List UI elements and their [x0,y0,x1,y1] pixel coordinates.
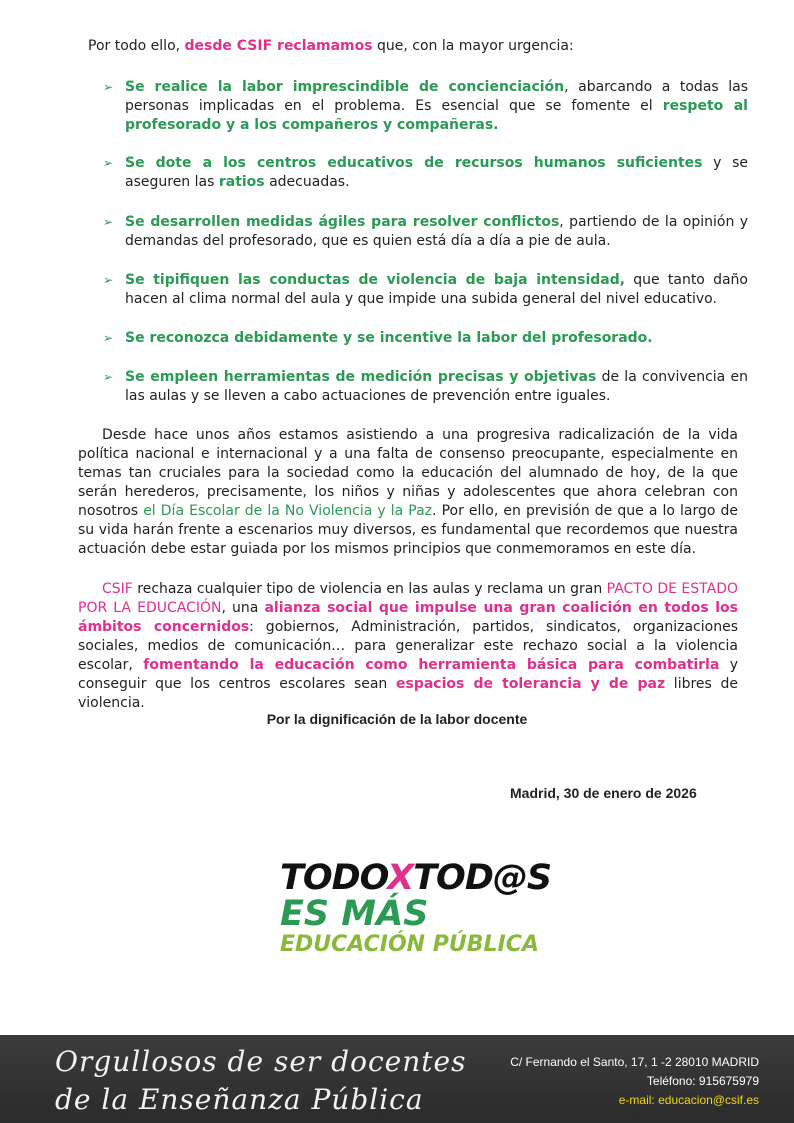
intro-text-end: que, con la mayor urgencia: [372,38,574,54]
bullet-highlight-2: respeto al profesorado y a los compañeros y compañeras. [125,98,748,133]
bullet-text-2: adecuadas. [264,174,350,190]
para1-text-end: . Por ello, en previsión de que a lo largo de su vida harán frente a escenarios muy diversos, es fundamental que recordemos que nuestra actuación debe estar guiada por los mismos principios que conmemoramos en este día. [78,503,739,557]
intro-text: Por todo ello, [88,38,185,54]
arrow-icon: ➢ [103,80,114,94]
footer-slogan [55,1043,466,1119]
arrow-icon: ➢ [103,156,114,170]
closing-line: Por la dignificación de la labor docente [266,711,528,727]
campaign-logo [280,858,552,957]
bullet-text: que tanto daño hacen al clima normal del aula y que impide una subida general del nivel educativo. [125,272,749,307]
para2-text: rechaza cualquier tipo de violencia en las aulas y reclama un gran [132,581,607,597]
footer-banner [0,1035,794,1123]
slogan-line-2: de la Enseñanza Pública [55,1083,424,1116]
fomentando-highlight: fomentando la educación como herramienta básica para combatirla [143,657,720,673]
arrow-icon: ➢ [103,215,114,229]
arrow-icon: ➢ [103,370,114,384]
slogan-line-1: Orgullosos de ser docentes [55,1045,467,1078]
para1-highlight: el Día Escolar de la No Violencia y la Paz [143,503,433,519]
para2-text-4: y conseguir que los centros escolares sean [78,657,738,692]
bullet-item [103,78,748,135]
bullet-highlight-2: ratios [218,174,265,190]
arrow-icon: ➢ [103,331,114,345]
bullet-highlight: Se desarrollen medidas ágiles para resolver conflictos [125,214,560,230]
arrow-icon: ➢ [103,273,114,287]
intro-highlight: desde CSIF reclamamos [184,38,373,54]
bullet-highlight: Se empleen herramientas de medición precisas y objetivas [125,369,597,385]
bullet-item [103,329,748,348]
bullet-item [103,154,748,192]
footer-phone: Teléfono: 915675979 [646,1074,759,1088]
bullet-item [103,213,748,251]
para2-text-3: : gobiernos, Administración, partidos, sindicatos, organizaciones sociales, medios de comunicación… para generalizar este rechazo social a la violencia escolar, [78,619,738,673]
espacios-highlight: espacios de tolerancia y de paz [396,676,666,692]
pacto-highlight: PACTO DE ESTADO POR LA EDUCACIÓN [78,581,738,616]
footer-contact [510,1053,759,1110]
bullet-highlight: Se dote a los centros educativos de recursos humanos suficientes [125,155,703,171]
bullet-highlight: Se tipifiquen las conductas de violencia de baja intensidad, [125,272,626,288]
footer-email[interactable]: e-mail: educacion@csif.es [618,1093,759,1107]
date-line: Madrid, 30 de enero de 2026 [510,785,697,801]
bullet-text: , abarcando a todas las personas implicadas en el problema. Es esencial que se fomente el [125,79,748,114]
bullet-highlight: Se reconozca debidamente y se incentive la labor del profesorado. [125,330,653,346]
alianza-highlight: alianza social que impulse una gran coalición en todos los ámbitos concernidos [78,600,738,635]
intro-line [88,38,738,54]
footer-address: C/ Fernando el Santo, 17, 1 -2 28010 MADRID [510,1055,759,1069]
bullet-item [103,368,748,406]
para1-text: Desde hace unos años estamos asistiendo a una progresiva radicalización de la vida política nacional e internacional y a una falta de consenso preocupante, especialmente en temas tan cruciales para la sociedad como la educación del alumnado de hoy, de la que serán herederos, precisamente, los niños y niñas y adolescentes que ahora celebran con nosotros [78,427,738,519]
logo-todas: TOD@S [413,858,552,898]
bullet-text: y se aseguren las [125,155,748,190]
logo-x: X [387,858,414,898]
logo-line-1 [280,858,552,898]
logo-todo: TODO [280,858,388,898]
bullet-highlight: Se realice la labor imprescindible de concienciación [125,79,565,95]
bullet-item [103,271,748,309]
paragraph-1 [78,426,738,559]
logo-es-mas: ES MÁS [280,894,429,934]
bullet-text: de la convivencia en las aulas y se lleven a cabo actuaciones de prevención entre iguales. [125,369,748,404]
paragraph-2 [78,580,738,713]
para2-text-5: libres de violencia. [78,676,739,711]
csif-name: CSIF [102,581,133,597]
logo-educacion-publica: EDUCACIÓN PÚBLICA [280,932,539,957]
bullet-text: , partiendo de la opinión y demandas del profesorado, que es quien está día a día a pie de aula. [125,214,748,249]
para2-text-2: , una [221,600,265,616]
